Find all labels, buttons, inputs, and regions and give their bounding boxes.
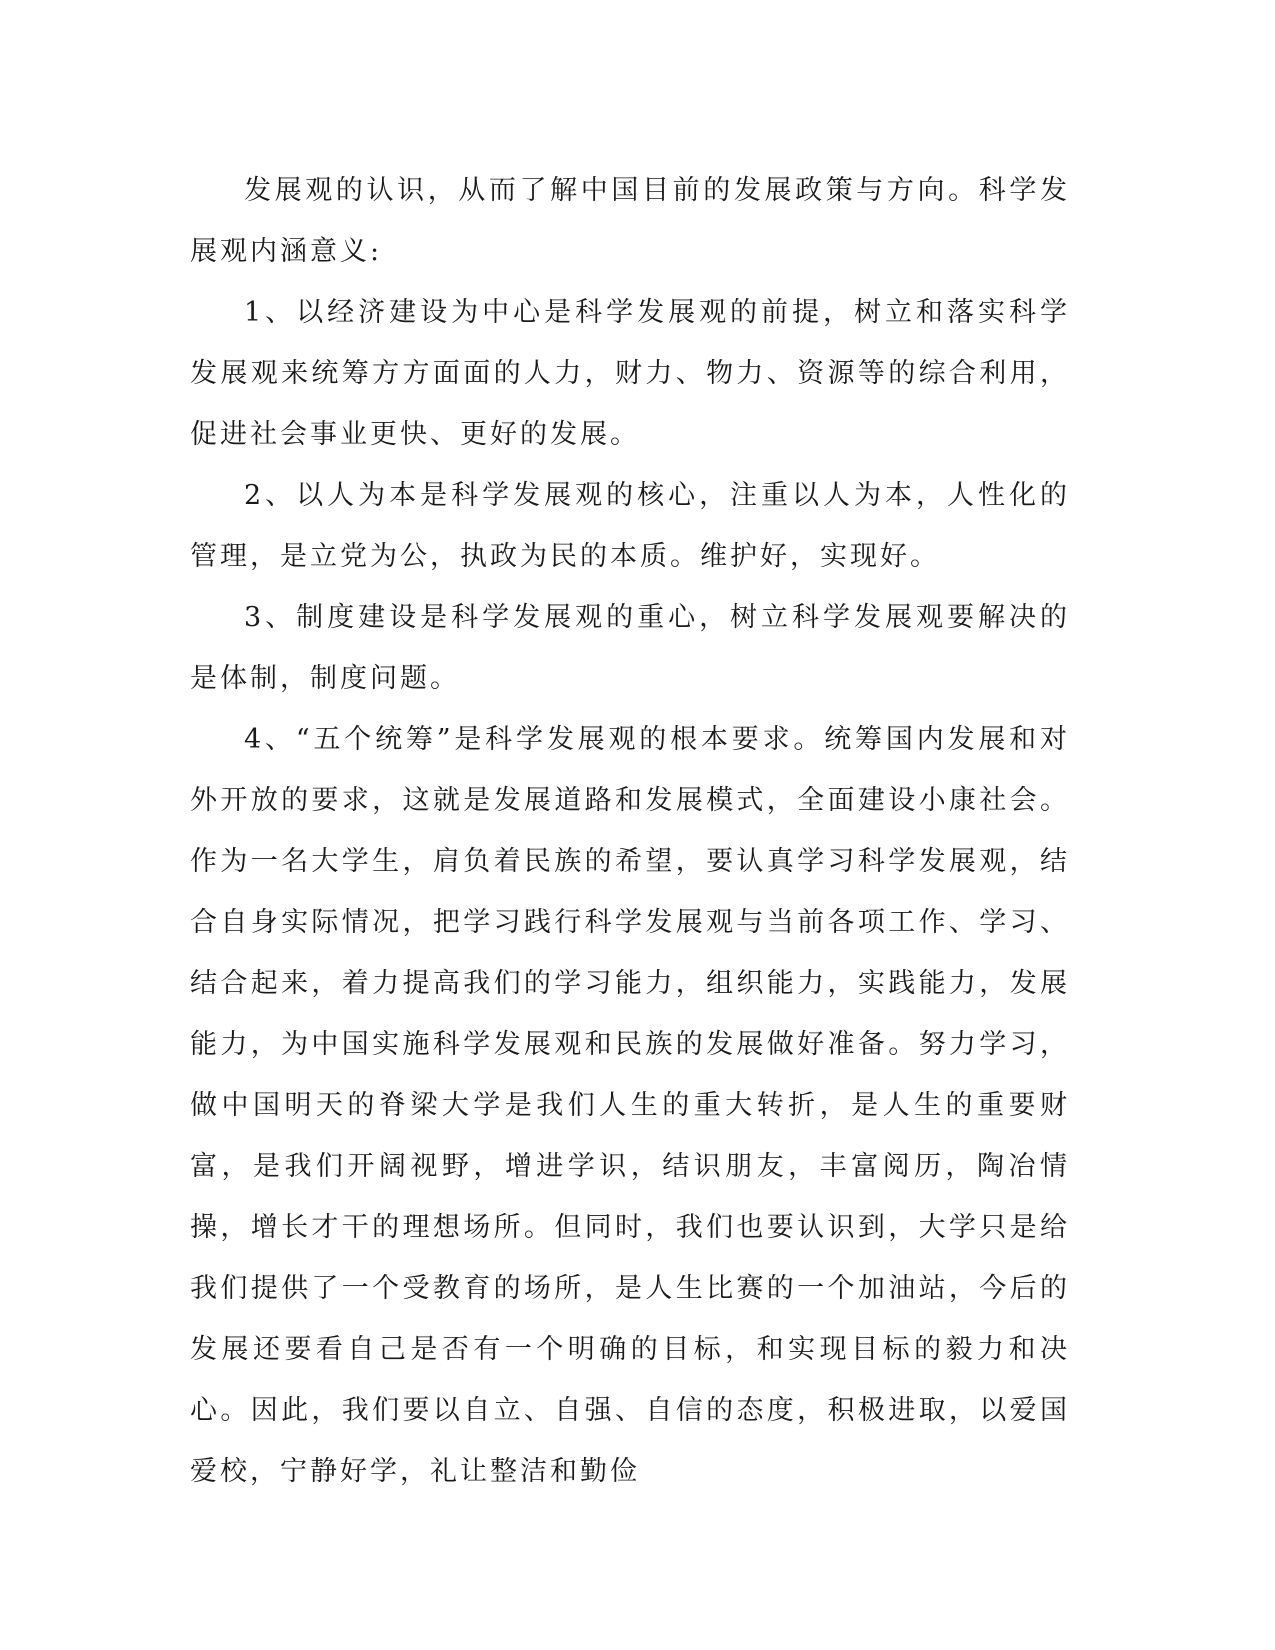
paragraph-point-3: 3、制度建设是科学发展观的重心，树立科学发展观要解决的是体制，制度问题。 [190,602,1070,694]
paragraph-point-2: 2、以人为本是科学发展观的核心，注重以人为本，人性化的管理，是立党为公，执政为民的本质。维护好，实现好。 [190,480,1070,572]
paragraph-intro: 发展观的认识，从而了解中国目前的发展政策与方向。科学发展观内涵意义: [190,175,1070,267]
paragraph-point-4: 4、“五个统筹”是科学发展观的根本要求。统筹国内发展和对外开放的要求，这就是发展道路和发展模式，全面建设小康社会。作为一名大学生，肩负着民族的希望，要认真学习科学发展观，结合自身实际情况，把学习践行科学发展观与当前各项工作、学习、结合起来，着力提高我们的学习能力，组织能力，实践能力，发展能力，为中国实施科学发展观和民族的发展做好准备。努力学习，做中国明天的脊梁大学是我们人生的重大转折，是人生的重要财富，是我们开阔视野，增进学识，结识朋友，丰富阅历，陶冶情操，增长才干的理想场所。但同时，我们也要认识到，大学只是给我们提供了一个受教育的场所，是人生比赛的一个加油站，今后的发展还要看自己是否有一个明确的目标，和实现目标的毅力和决心。因此，我们要以自立、自强、自信的态度，积极进取，以爱国爱校，宁静好学，礼让整洁和勤俭 [190,724,1070,1487]
document-body [190,160,1070,1502]
paragraph-point-1: 1、以经济建设为中心是科学发展观的前提，树立和落实科学发展观来统筹方方面面的人力，财力、物力、资源等的综合利用，促进社会事业更快、更好的发展。 [190,297,1070,450]
